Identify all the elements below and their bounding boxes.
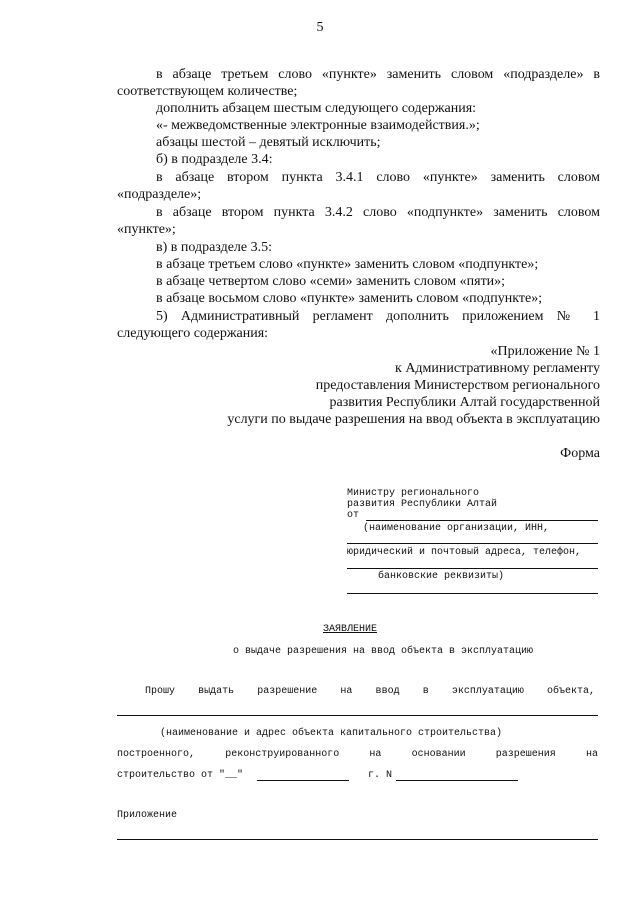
permit-date-line <box>257 780 349 781</box>
amend-line-13: в абзаце четвертом слово «семи» заменить словом «пяти»; <box>156 274 506 289</box>
addressee-hint-3: банковские реквизиты) <box>378 571 505 582</box>
amend-line-16: следующего содержания: <box>117 326 269 341</box>
request-word-1 <box>145 686 595 698</box>
amend-line-2: соответствующем количестве; <box>117 84 298 99</box>
permit-number-line <box>396 780 518 781</box>
object-name-line <box>117 715 598 716</box>
appendix-line-2: к Административному регламенту <box>395 361 600 376</box>
addressee-from-line <box>366 520 598 521</box>
amend-line-12: в абзаце третьем слово «пункте» заменить словом «подпункте»; <box>156 257 539 272</box>
amend-line-1: в абзаце третьем слово «пункте» заменить словом «подразделе» в <box>156 67 600 82</box>
amend-line-4: «- межведомственные электронные взаимодействия.»; <box>156 118 480 133</box>
permit-number-label: г. N <box>368 770 393 781</box>
amend-line-11: в) в подразделе 3.5: <box>156 240 273 255</box>
amend-line-9: в абзаце втором пункта 3.4.2 слово «подпункте» заменить словом <box>156 205 600 220</box>
addressee-line-2: развития Республики Алтай <box>347 499 498 510</box>
amend-line-7: в абзаце втором пункта 3.4.1 слово «пункте» заменить словом <box>156 170 600 185</box>
permit-prefix: строительство от "__" <box>117 770 244 781</box>
amend-line-3: дополнить абзацем шестым следующего содержания: <box>156 101 477 116</box>
addressee-blank-line-2 <box>347 568 598 569</box>
appendix-line-5: услуги по выдаче разрешения на ввод объекта в эксплуатацию <box>227 412 600 427</box>
attachment-line <box>117 839 598 840</box>
addressee-hint-1: (наименование организации, ИНН, <box>363 523 550 534</box>
application-title: ЗАЯВЛЕНИЕ <box>322 624 377 635</box>
request-line: Прошу выдать разрешение на ввод в эксплуатацию объекта, <box>145 686 595 697</box>
application-subtitle: о выдаче разрешения на ввод объекта в эксплуатацию <box>232 646 534 657</box>
amend-line-14: в абзаце восьмом слово «пункте» заменить словом «подпункте»; <box>156 291 543 306</box>
appendix-line-1: «Приложение № 1 <box>490 344 600 359</box>
amend-line-8: «подразделе»; <box>117 187 202 202</box>
addressee-blank-line-1 <box>347 543 598 544</box>
amend-line-15: 5) Административный регламент дополнить приложением № 1 <box>156 309 600 324</box>
appendix-line-3: предоставления Министерством регионального <box>315 378 600 393</box>
amend-line-6: б) в подразделе 3.4: <box>156 152 273 167</box>
amend-line-5: абзацы шестой – девятый исключить; <box>156 135 381 150</box>
attachment-label: Приложение <box>117 810 178 821</box>
addressee-from: от <box>347 510 360 521</box>
addressee-line-1: Министру регионального <box>347 488 480 499</box>
object-hint: (наименование и адрес объекта капитального строительства) <box>160 728 503 739</box>
page-number: 5 <box>316 20 324 35</box>
addressee-blank-line-3 <box>347 593 598 594</box>
appendix-line-4: развития Республики Алтай государственной <box>329 395 600 410</box>
form-label: Форма <box>560 446 600 461</box>
amend-line-10: «пункте»; <box>117 222 176 237</box>
built-line: построенного, реконструированного на основании разрешения на <box>117 749 598 760</box>
addressee-hint-2: юридический и почтовый адреса, телефон, <box>347 547 582 558</box>
